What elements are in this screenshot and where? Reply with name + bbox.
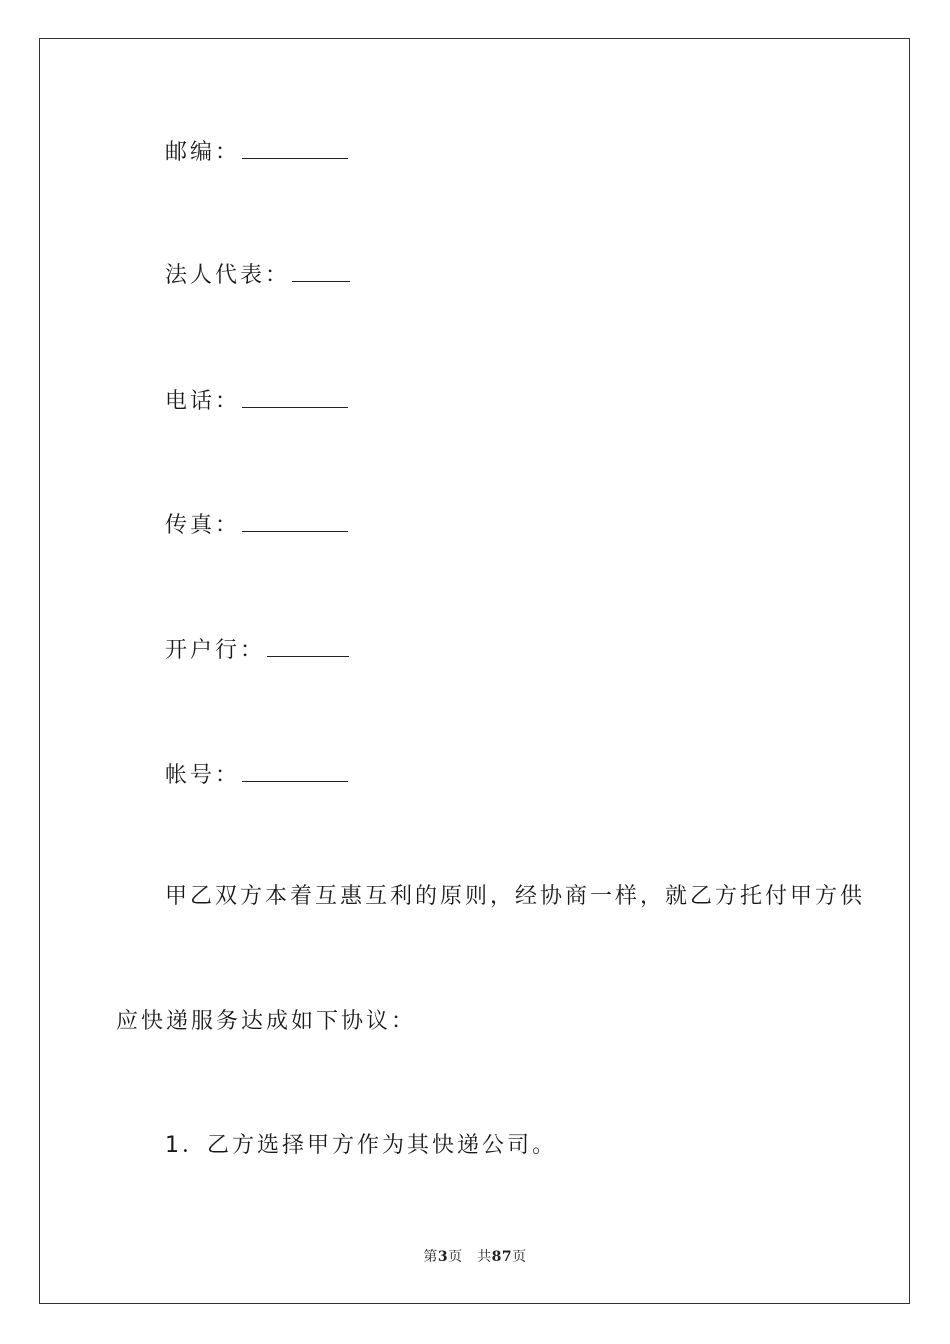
blank-line bbox=[242, 136, 348, 159]
clause-1: 1．乙方选择甲方作为其快递公司。 bbox=[165, 1133, 557, 1158]
blank-line bbox=[242, 759, 348, 782]
field-bank bbox=[165, 634, 349, 666]
page-border bbox=[39, 38, 910, 1304]
paragraph-line-2: 应快递服务达成如下协议： bbox=[116, 1009, 417, 1034]
field-label: 帐号： bbox=[165, 763, 241, 788]
blank-line bbox=[242, 509, 348, 532]
field-postcode bbox=[165, 136, 348, 168]
field-account bbox=[165, 759, 348, 791]
footer-prefix: 第 bbox=[423, 1249, 438, 1265]
field-label: 邮编： bbox=[165, 140, 241, 165]
current-page-number: 3 bbox=[437, 1249, 449, 1265]
field-label: 法人代表： bbox=[165, 263, 291, 288]
blank-line bbox=[292, 259, 350, 282]
page-footer bbox=[0, 1246, 950, 1266]
blank-line bbox=[267, 634, 349, 657]
total-pages-number: 87 bbox=[491, 1249, 513, 1265]
field-phone bbox=[165, 385, 348, 417]
blank-line bbox=[242, 385, 348, 408]
paragraph-line-1: 甲乙双方本着互惠互利的原则，经协商一样，就乙方托付甲方供 bbox=[165, 884, 866, 909]
field-label: 开户行： bbox=[165, 638, 266, 663]
field-legal-representative bbox=[165, 259, 350, 291]
field-fax bbox=[165, 509, 348, 541]
footer-mid: 页 共 bbox=[448, 1249, 492, 1265]
footer-suffix: 页 bbox=[512, 1249, 527, 1265]
field-label: 电话： bbox=[165, 389, 241, 414]
field-label: 传真： bbox=[165, 513, 241, 538]
